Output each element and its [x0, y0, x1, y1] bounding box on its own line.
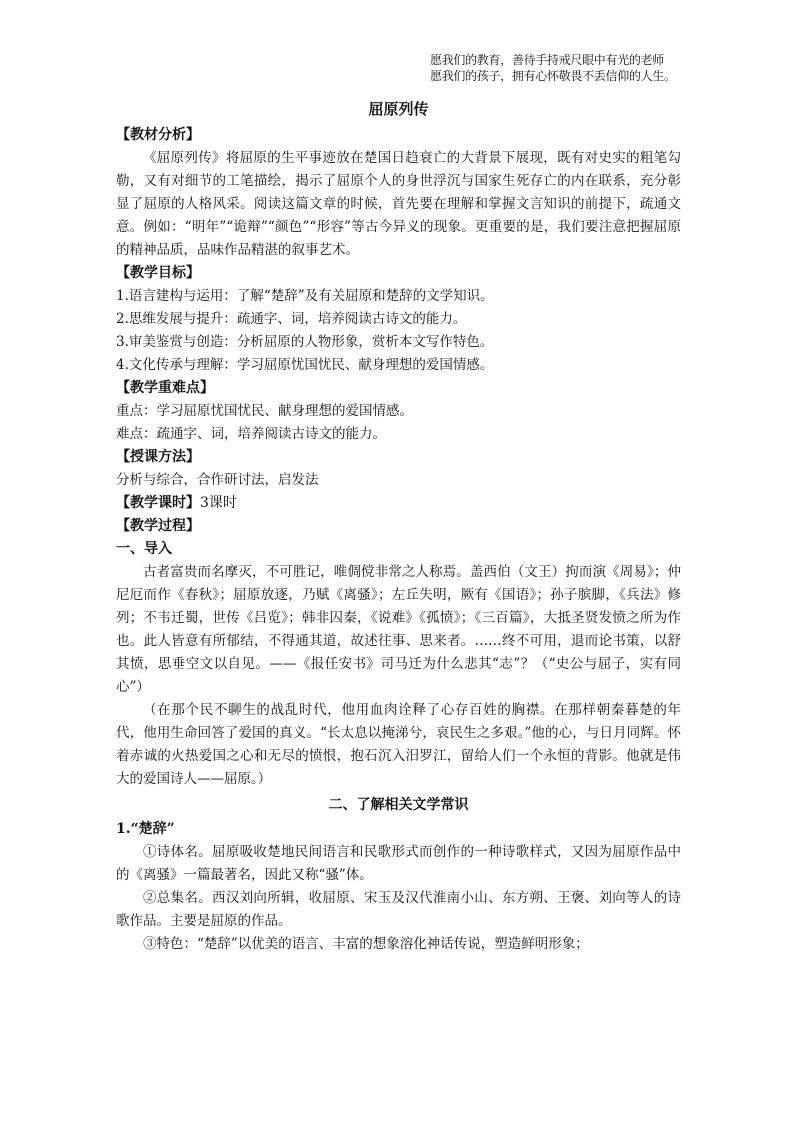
difficult-point: 难点：疏通字、词，培养阅读古诗文的能力。 — [116, 426, 386, 442]
hours-heading: 【教学课时】 — [116, 495, 200, 511]
document-body — [116, 98, 681, 956]
goal-item: 2.思维发展与提升：疏通字、词，培养阅读古诗文的能力。 — [116, 311, 467, 327]
intro-paragraph-2: （在那个民不聊生的战乱时代，他用血肉诠释了心存百姓的胸襟。在那样朝秦暮楚的年代，他用生命回答了爱国的真义。“长太息以掩涕兮，哀民生之多艰。”他的心，与日月同辉。怀着赤诚的火热爱国之心和无尽的愤恨，抱石沉入汨罗江，留给人们一个永恒的背影。他就是伟大的爱国诗人——屈原。） — [116, 702, 681, 787]
goal-item: 1.语言建构与运用：了解“楚辞”及有关屈原和楚辞的文学知识。 — [116, 288, 494, 304]
goal-item: 3.审美鉴赏与创造：分析屈原的人物形象，赏析本文写作特色。 — [116, 334, 494, 350]
chuci-heading: 1.“楚辞” — [116, 821, 175, 837]
chuci-item: ②总集名。西汉刘向所辑，收屈原、宋玉及汉代淮南小山、东方朔、王褒、刘向等人的诗歌作品。主要是屈原的作品。 — [116, 890, 681, 929]
part2-heading: 二、了解相关文学常识 — [328, 797, 469, 813]
analysis-paragraph: 《屈原列传》将屈原的生平事迹放在楚国日趋衰亡的大背景下展现，既有对史实的粗笔勾勒，又有对细节的工笔描绘，揭示了屈原个人的身世浮沉与国家生死存亡的内在联系，充分彰显了屈原的人格风采。阅读这篇文章的时候，首先要在理解和掌握文言知识的前提下，疏通文意。例如：“明年”“诡辩”“颜色”“形容”等古今异义的现象。更重要的是，我们要注意把握屈原的精神品质，品味作品精湛的叙事艺术。 — [116, 150, 681, 258]
hours-text: 3课时 — [200, 495, 237, 511]
key-point: 重点：学习屈原忧国忧民、献身理想的爱国情感。 — [116, 403, 413, 419]
intro-heading: 一、导入 — [116, 541, 172, 557]
chuci-item: ③特色：“楚辞”以优美的语言、丰富的想象溶化神话传说，塑造鲜明形象； — [143, 936, 589, 952]
analysis-heading: 【教材分析】 — [116, 127, 200, 143]
intro-paragraph-1: 古者富贵而名摩灭，不可胜记，唯倜傥非常之人称焉。盖西伯（文王）拘而演《周易》；仲尼厄而作《春秋》；屈原放逐，乃赋《离骚》；左丘失明，厥有《国语》；孙子膑脚，《兵法》修列；不韦迁蜀，世传《吕览》；韩非囚秦，《说难》《孤愤》；《三百篇》，大抵圣贤发愤之所为作也。此人皆意有所郁结，不得通其道，故述往事、思来者。……终不可用，退而论书策，以舒其愤，思垂空文以自见。——《报任安书》司马迁为什么悲其“志”？（“史公与屈子，实有同心”） — [116, 564, 681, 695]
goal-item: 4.文化传承与理解：学习屈原忧国忧民、献身理想的爱国情感。 — [116, 357, 494, 373]
process-heading: 【教学过程】 — [116, 518, 200, 534]
document-title: 屈原列传 — [368, 100, 429, 118]
page-header — [430, 52, 690, 84]
header-motto-line-1: 愿我们的教育，善待手持戒尺眼中有光的老师 — [430, 53, 665, 67]
keypoints-heading: 【教学重难点】 — [116, 380, 214, 396]
hours-row — [116, 492, 681, 515]
method-text: 分析与综合，合作研讨法，启发法 — [116, 472, 319, 488]
chuci-item: ①诗体名。屈原吸收楚地民间语言和民歌形式而创作的一种诗歌样式，又因为屈原作品中的《离骚》一篇最著名，因此又称“骚”体。 — [116, 844, 681, 883]
goals-heading: 【教学目标】 — [116, 265, 200, 281]
method-heading: 【授课方法】 — [116, 449, 200, 465]
header-motto-line-2: 愿我们的孩子，拥有心怀敬畏不丢信仰的人生。 — [430, 69, 676, 83]
